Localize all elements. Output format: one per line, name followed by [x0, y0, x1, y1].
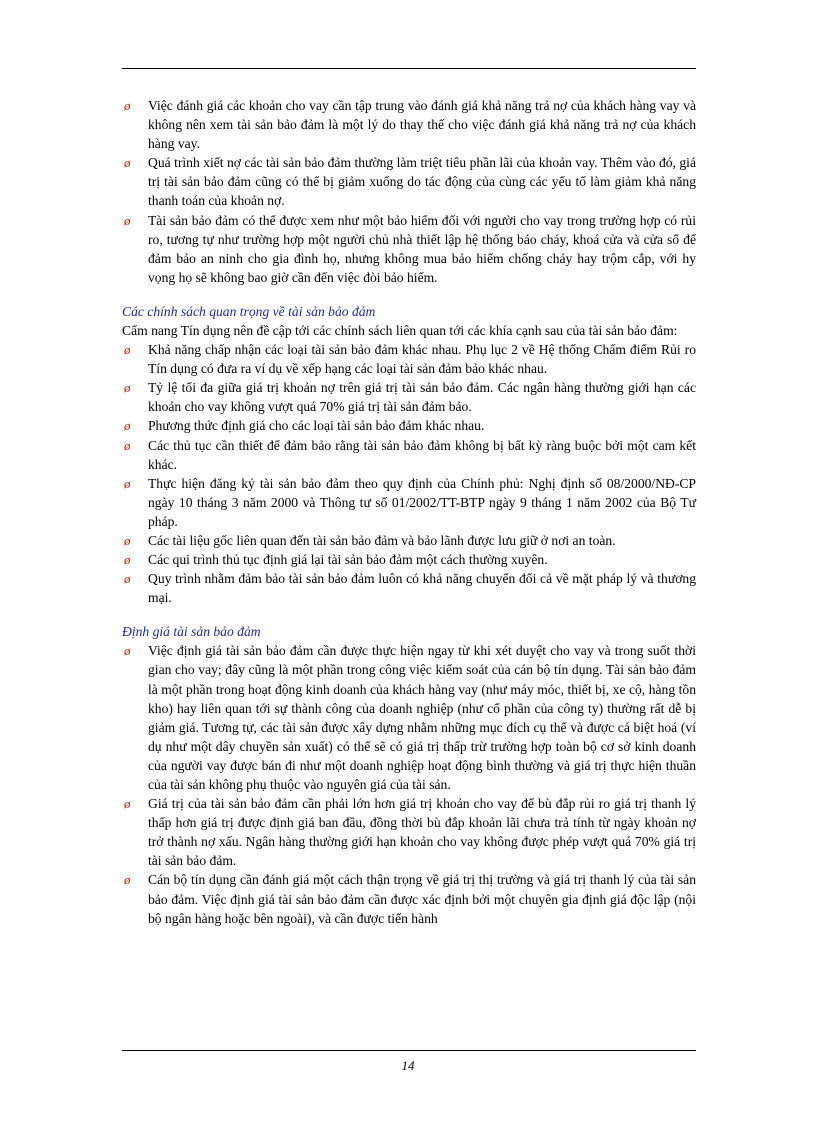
footer-rule	[122, 1050, 696, 1051]
list-item: ø Tài sản bảo đảm có thể được xem như một bảo hiểm đối với người cho vay trong trường hợp có rủi ro, tương tự như trường hợp một người chủ nhà thiết lập hệ thống báo cháy, khoá cửa và cửa sổ để đảm bảo an ninh cho gia đình họ, nhưng không mua bảo hiểm chống cháy hay trộm cắp, với hy vọng họ sẽ không bao giờ cần đến việc đòi bảo hiểm.	[124, 212, 696, 285]
policy-list	[122, 340, 696, 607]
list-item: ø Các qui trình thủ tục định giá lại tài sản bảo đảm một cách thường xuyên.	[122, 550, 696, 569]
risk-considerations-list	[122, 96, 696, 287]
list-item: ø Các thủ tục cần thiết để đảm bảo rằng tài sản bảo đảm không bị bất kỳ ràng buộc bởi một cam kết khác.	[124, 437, 696, 472]
list-item: ø Thực hiện đăng ký tài sản bảo đảm theo quy định của Chính phủ: Nghị định số 08/2000/NĐ-CP ngày 10 tháng 3 năm 2000 và Thông tư số 01/2002/TT-BTP ngày 9 tháng 1 năm 2002 của Bộ Tư pháp.	[124, 475, 696, 529]
bullet-icon: ø	[124, 380, 131, 396]
valuation-list	[122, 641, 696, 927]
bullet-icon: ø	[124, 155, 131, 171]
list-item: ø Việc định giá tài sản bảo đảm cần được thực hiện ngay từ khi xét duyệt cho vay và trong suốt thời gian cho vay; đây cũng là một phần trong công việc kiểm soát của cán bộ tín dụng. Tài sản bảo đảm là một phần trong hoạt động kinh doanh của khách hàng vay (như máy móc, thiết bị, xe cộ, hàng tồn kho) hay liên quan tới sự thành công của doanh nghiệp (như cổ phần của công ty) thường rất dễ bị giảm giá. Tương tự, các tài sản được xây dựng nhằm những mục đích cụ thể và được cá biệt hoá (ví dụ như một dây chuyền sản xuất) có thể sẽ có giá trị thấp trừ trường hợp toàn bộ cơ sở kinh doanh của người vay được bán đi như một doanh nghiệp hoạt động bình thường và giá trị thực hiện thuần của tài sản không phụ thuộc vào nguyên giá của tài sản.	[124, 643, 696, 792]
page-body	[122, 96, 696, 928]
list-item: ø Giá trị của tài sản bảo đảm cần phải lớn hơn giá trị khoản cho vay để bù đắp rủi ro giá trị thanh lý thấp hơn giá trị được định giá ban đầu, đồng thời bù đắp khoản lãi chưa trả tính từ ngày khoản nợ trở thành nợ xấu. Ngân hàng thường giới hạn khoản cho vay không được phép vượt quá 70% giá trị tài sản bảo đảm.	[124, 796, 696, 869]
bullet-icon: ø	[124, 437, 131, 453]
bullet-icon: ø	[124, 98, 131, 113]
section-heading-policies: Các chính sách quan trọng về tài sản bảo đảm	[122, 303, 376, 319]
list-item: ø Quá trình xiết nợ các tài sản bảo đảm thường làm triệt tiêu phần lãi của khoản vay. Thêm vào đó, giá trị tài sản bảo đảm cũng có thể bị giảm xuống do tác động của cùng các yếu tố làm giảm khả năng thanh toán của khoản nợ.	[124, 155, 696, 209]
list-item: ø Việc đánh giá các khoản cho vay cần tập trung vào đánh giá khả năng trả nợ của khách hàng vay và không nên xem tài sản bảo đảm là một lý do thay thế cho việc đánh giá khả năng trả nợ của khách hàng vay.	[124, 98, 696, 152]
bullet-icon: ø	[124, 342, 131, 358]
list-item: ø Khả năng chấp nhận các loại tài sản bảo đảm khác nhau. Phụ lục 2 về Hệ thống Chấm điểm Rủi ro Tín dụng có đưa ra ví dụ về xếp hạng các loại tài sản đảm bảo khác nhau.	[124, 342, 696, 377]
bullet-icon: ø	[124, 796, 131, 812]
bullet-icon: ø	[124, 643, 131, 659]
bullet-icon: ø	[124, 571, 131, 587]
list-item: ø Tỷ lệ tối đa giữa giá trị khoản nợ trên giá trị tài sản bảo đảm. Các ngân hàng thường giới hạn các khoản cho vay không vượt quá 70% giá trị tài sản đảm bảo.	[124, 380, 696, 415]
section-heading-valuation: Định giá tài sản bảo đảm	[122, 624, 261, 640]
section-intro: Cẩm nang Tín dụng nên đề cập tới các chính sách liên quan tới các khía cạnh sau của tài sản bảo đảm:	[122, 322, 678, 338]
bullet-icon: ø	[124, 212, 131, 228]
list-item: ø Cán bộ tín dụng cần đánh giá một cách thận trọng về giá trị thị trường và giá trị thanh lý của tài sản bảo đảm. Việc định giá tài sản bảo đảm cần được xác định bởi một chuyên gia định giá độc lập (nội bộ ngân hàng hoặc bên ngoài), và cần được tiến hành	[124, 872, 696, 926]
header-rule	[122, 68, 696, 69]
bullet-icon: ø	[124, 872, 131, 888]
bullet-icon: ø	[124, 475, 131, 491]
list-item: ø Phương thức định giá cho các loại tài sản bảo đảm khác nhau.	[122, 416, 696, 435]
list-item: ø Quy trình nhằm đảm bảo tài sản bảo đảm luôn có khả năng chuyển đổi cả về mặt pháp lý và thương mại.	[124, 571, 696, 606]
page-number: 14	[401, 1058, 415, 1073]
bullet-icon: ø	[124, 552, 131, 568]
bullet-icon: ø	[124, 418, 131, 434]
bullet-icon: ø	[124, 532, 131, 548]
list-item: ø Các tài liệu gốc liên quan đến tài sản bảo đảm và bảo lãnh được lưu giữ ở nơi an toàn.	[122, 531, 696, 550]
